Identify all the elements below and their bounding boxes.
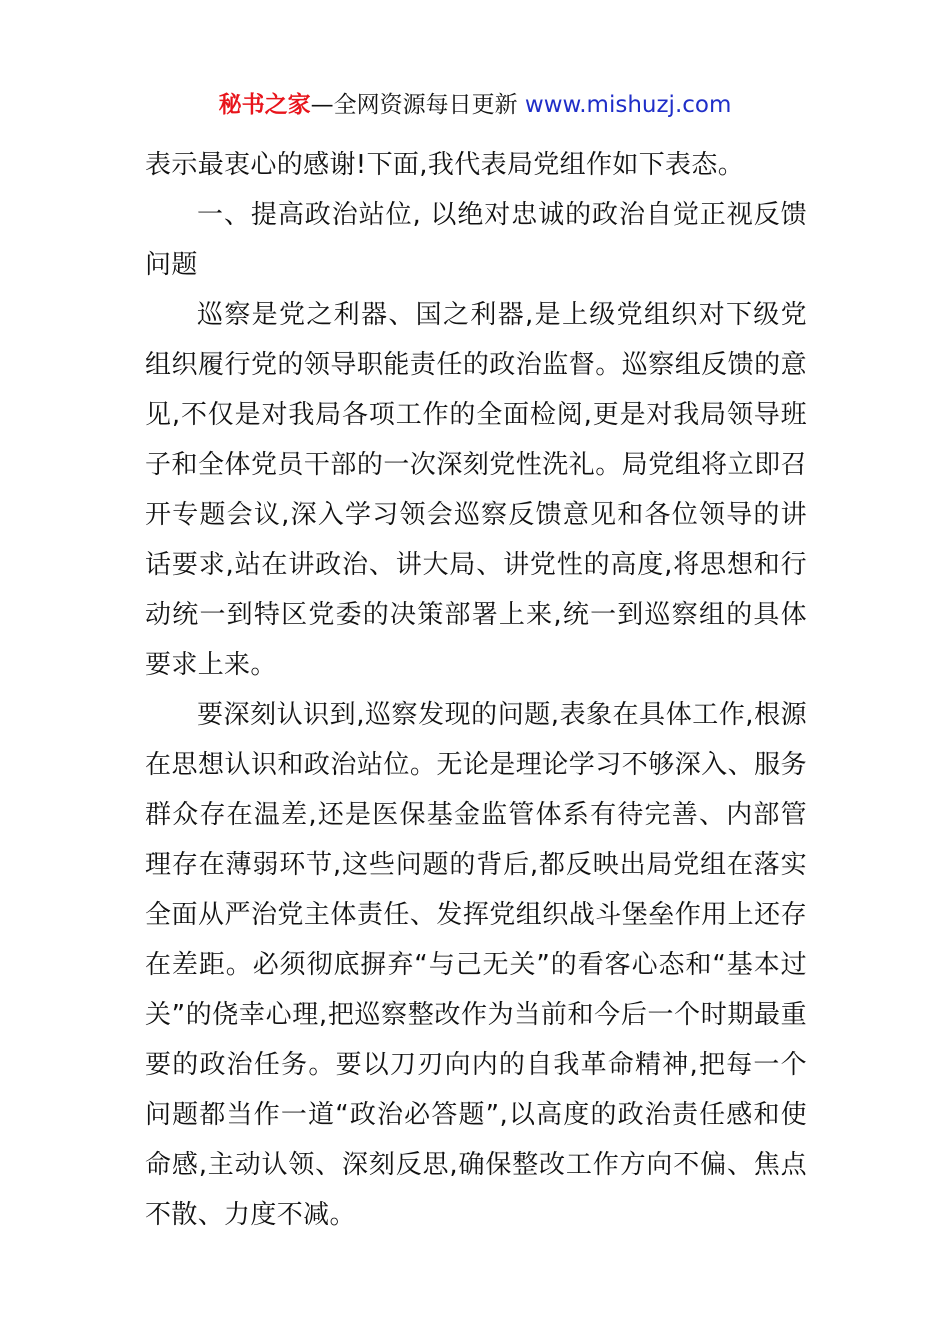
page-header [0, 88, 950, 122]
paragraph-continuation: 表示最衷心的感谢!下面,我代表局党组作如下表态。 [145, 150, 745, 180]
site-url-link[interactable]: www.mishuzj.com [524, 92, 732, 118]
site-brand: 秘书之家 [218, 92, 311, 118]
paragraph: 巡察是党之利器、国之利器,是上级党组织对下级党组织履行党的领导职能责任的政治监督。巡察组反馈的意见,不仅是对我局各项工作的全面检阅,更是对我局领导班子和全体党员干部的一次深刻党性洗礼。局党组将立即召开专题会议,深入学习领会巡察反馈意见和各位领导的讲话要求,站在讲政治、讲大局、讲党性的高度,将思想和行动统一到特区党委的决策部署上来,统一到巡察组的具体要求上来。 [145, 300, 807, 680]
site-slogan: —全网资源每日更新 [310, 92, 525, 118]
paragraph: 要深刻认识到,巡察发现的问题,表象在具体工作,根源在思想认识和政治站位。无论是理论学习不够深入、服务群众存在温差,还是医保基金监管体系有待完善、内部管理存在薄弱环节,这些问题的背后,都反映出局党组在落实全面从严治党主体责任、发挥党组织战斗堡垒作用上还存在差距。必须彻底摒弃“与己无关”的看客心态和“基本过关”的侥幸心理,把巡察整改作为当前和今后一个时期最重要的政治任务。要以刀刃向内的自我革命精神,把每一个问题都当作一道“政治必答题”,以高度的政治责任感和使命感,主动认领、深刻反思,确保整改工作方向不偏、焦点不散、力度不减。 [145, 700, 807, 1230]
section-heading: 一、提高政治站位, 以绝对忠诚的政治自觉正视反馈问题 [145, 200, 807, 280]
document-body [145, 140, 807, 1240]
